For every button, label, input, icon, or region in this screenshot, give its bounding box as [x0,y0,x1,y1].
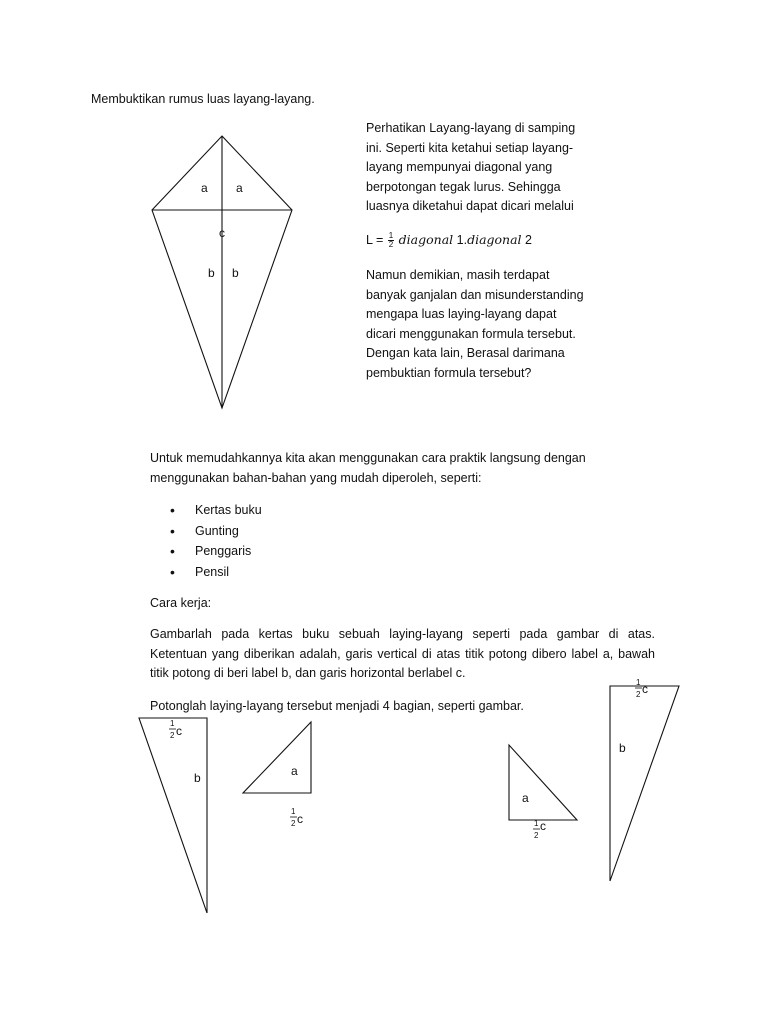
svg-text:1: 1 [636,678,641,687]
kite-label-c: c [219,226,225,240]
kite-diagram [152,136,292,408]
formula-prefix: L = [366,233,387,247]
svg-text:2: 2 [170,731,175,740]
piece-b-triangle-left [139,718,207,913]
piece-a-triangle-left [243,722,311,793]
fraction-numerator: 1 [388,231,394,241]
note-paragraph: Namun demikian, masih terdapat banyak ganjalan dan misunderstanding mengapa luas laying-layang dapat dicari menggunakan formula tersebut. Dengan kata lain, Berasal darimana pembuktian formula tersebut? [366,268,584,380]
steps-heading: Cara kerja: [150,596,212,610]
intro-paragraph: Perhatikan Layang-layang di samping ini. Seperti kita ketahui setiap layang-layang mempunyai diagonal yang berpotongan tegak lurus. Sehingga luasnya diketahui dapat dicari melalui [366,121,576,213]
svg-text:1: 1 [291,807,296,816]
half-c-label-piece4 [635,678,648,699]
steps-paragraph: Gambarlah pada kertas buku sebuah laying-layang seperti pada gambar di atas. Ketentuan yang diberikan adalah, garis vertical di atas titik potong dibero label a, bawah titik potong di beri label b, dan garis horizontal berlabel c. [150,627,655,680]
materials-intro-paragraph: Untuk memudahkannya kita akan menggunakan cara praktik langsung dengan menggunakan bahan-bahan yang mudah diperoleh, seperti: [150,451,586,485]
piece3-label-a: a [522,791,529,805]
piece4-label-b: b [619,741,626,755]
svg-text:c: c [540,819,546,833]
cut-instruction: Potonglah laying-layang tersebut menjadi 4 bagian, seperti gambar. [150,699,524,713]
svg-text:c: c [297,812,303,826]
svg-text:1: 1 [534,819,539,828]
list-item: • Pensil [150,562,262,583]
kite-label-a-left: a [201,181,208,195]
half-c-label-piece1 [169,719,182,740]
kite-label-b-right: b [232,266,239,280]
svg-text:2: 2 [636,690,641,699]
piece1-label-b: b [194,771,201,785]
svg-text:2: 2 [291,819,296,828]
half-c-label-piece2 [290,807,303,828]
list-item: • Kertas buku [150,500,262,521]
half-c-label-piece3 [533,819,546,840]
piece-a-triangle-right [509,745,577,820]
list-item: • Gunting [150,521,262,542]
list-item: • Penggaris [150,541,262,562]
formula-diagonal-2: diagonal [467,232,522,247]
svg-text:1: 1 [170,719,175,728]
formula-dot: . [463,233,468,247]
svg-text:c: c [176,724,182,738]
piece2-label-a: a [291,764,298,778]
kite-label-a-right: a [236,181,243,195]
formula-diagonal-1: diagonal [398,232,454,247]
kite-label-b-left: b [208,266,215,280]
svg-text:c: c [642,682,648,696]
formula-diagonal-2-number: 2 [521,233,532,247]
document-title: Membuktikan rumus luas layang-layang. [91,92,315,106]
fraction-denominator: 2 [388,240,394,250]
piece-b-triangle-right [610,686,679,881]
formula-diagonal-1-number: 1 [453,233,464,247]
svg-text:2: 2 [534,831,539,840]
